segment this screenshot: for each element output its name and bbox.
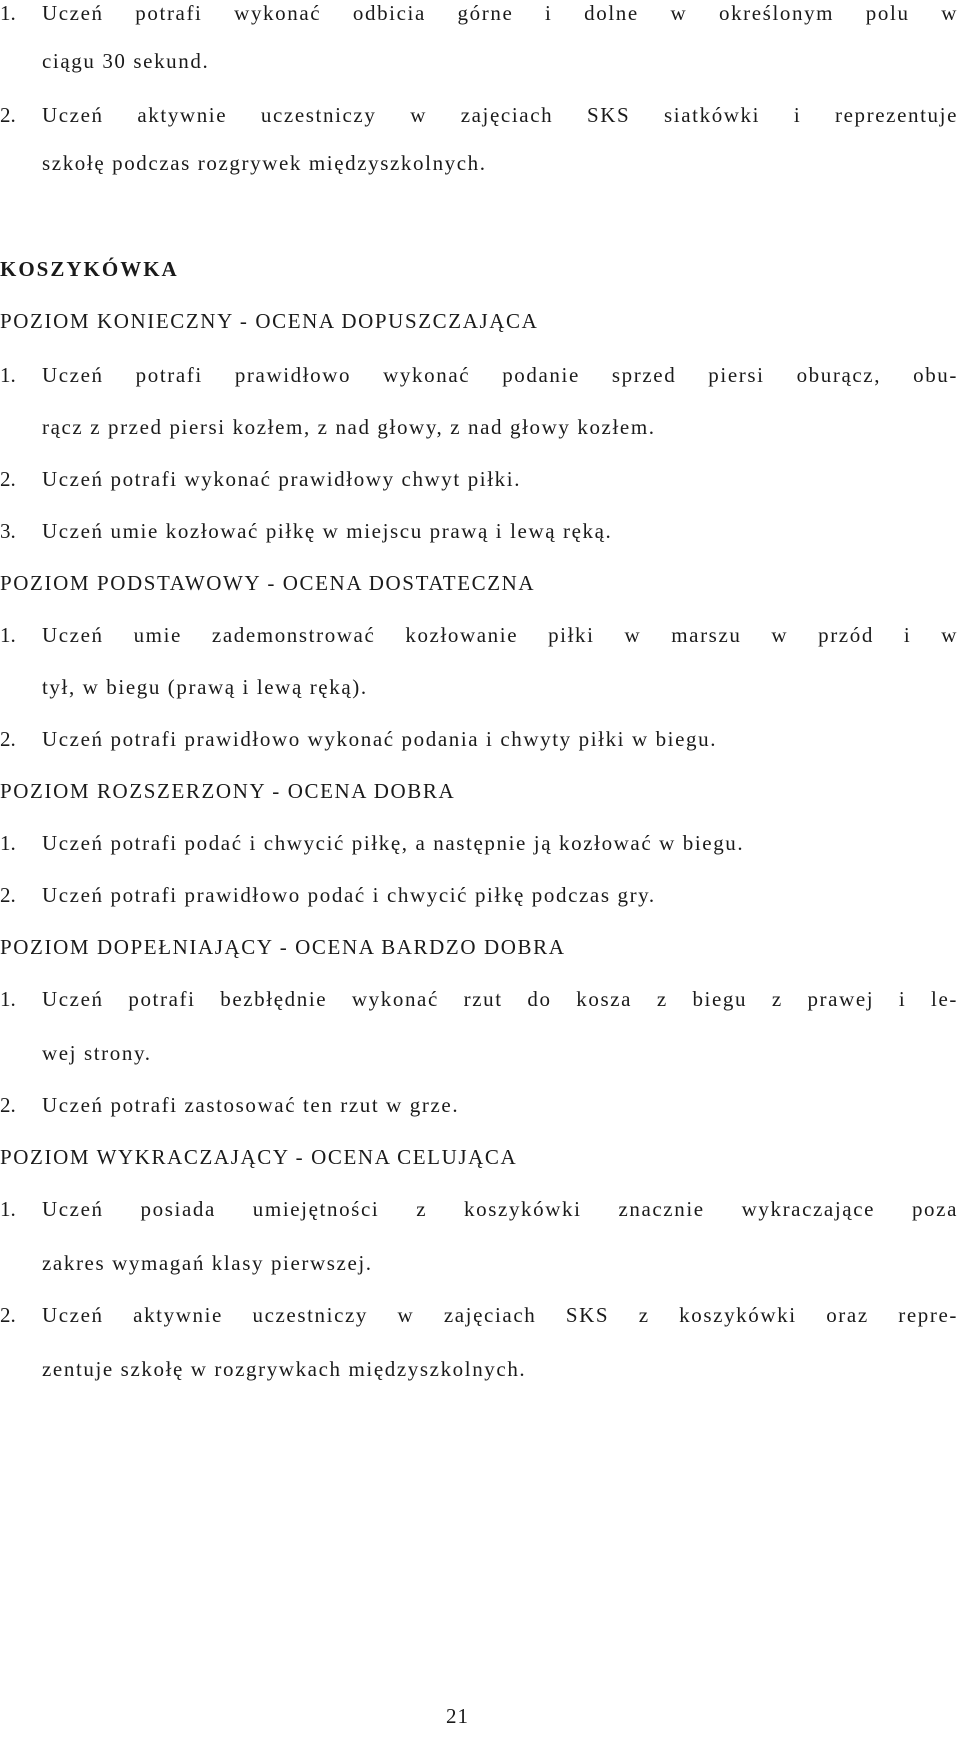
extended-item-1 [0,830,744,856]
basic-item-1-line-2: tył, w biegu (prawą i lewą ręką). [42,675,368,699]
volleyball-item-1-line-1 [0,0,958,26]
list-text: Uczeń potrafi prawidłowo wykonać podanie sprzed piersi oburącz, obu- [42,363,958,387]
section-title-basketball: KOSZYKÓWKA [0,257,179,281]
list-number: 2. [0,1093,16,1117]
exceeding-item-1-line-2: zakres wymagań klasy pierwszej. [42,1251,373,1275]
exceeding-item-1-line-1 [0,1196,958,1222]
level-heading-extended: POZIOM ROZSZERZONY - OCENA DOBRA [0,779,456,803]
list-text: Uczeń potrafi wykonać odbicia górne i dolne w określonym polu w [42,1,958,25]
list-text: Uczeń aktywnie uczestniczy w zajęciach SKS siatkówki i reprezentuje [42,103,958,127]
page-number: 21 [446,1704,469,1728]
list-text: Uczeń potrafi zastosować ten rzut w grze. [42,1093,460,1117]
list-number: 1. [0,1,16,25]
list-text: Uczeń posiada umiejętności z koszykówki znacznie wykraczające poza [42,1197,958,1221]
level-heading-exceeding: POZIOM WYKRACZAJĄCY - OCENA CELUJĄCA [0,1145,518,1169]
list-text: Uczeń potrafi prawidłowo wykonać podania i chwyty piłki w biegu. [42,727,718,751]
list-number: 2. [0,883,16,907]
list-number: 1. [0,623,16,647]
list-text: Uczeń umie kozłować piłkę w miejscu prawą i lewą ręką. [42,519,613,543]
extended-item-2 [0,882,656,908]
required-item-3 [0,518,612,544]
required-item-1-line-1 [0,362,958,388]
volleyball-item-2-line-1 [0,102,958,128]
complementary-item-1-line-1 [0,986,958,1012]
required-item-2 [0,466,521,492]
list-number: 1. [0,987,16,1011]
list-text: Uczeń potrafi bezbłędnie wykonać rzut do kosza z biegu z prawej i le- [42,987,958,1011]
list-number: 1. [0,831,16,855]
basic-item-1-line-1 [0,622,958,648]
level-heading-complementary: POZIOM DOPEŁNIAJĄCY - OCENA BARDZO DOBRA [0,935,566,959]
list-text: Uczeń umie zademonstrować kozłowanie piłki w marszu w przód i w [42,623,958,647]
list-number: 2. [0,1303,16,1327]
complementary-item-2 [0,1092,459,1118]
list-text: Uczeń potrafi wykonać prawidłowy chwyt piłki. [42,467,522,491]
list-number: 2. [0,467,16,491]
list-number: 2. [0,103,16,127]
list-text: Uczeń aktywnie uczestniczy w zajęciach SKS z koszykówki oraz repre- [42,1303,958,1327]
list-number: 2. [0,727,16,751]
required-item-1-line-2: rącz z przed piersi kozłem, z nad głowy, z nad głowy kozłem. [42,415,656,439]
volleyball-item-2-line-2: szkołę podczas rozgrywek międzyszkolnych. [42,151,487,175]
list-text: Uczeń potrafi prawidłowo podać i chwycić piłkę podczas gry. [42,883,656,907]
list-text: Uczeń potrafi podać i chwycić piłkę, a następnie ją kozłować w biegu. [42,831,745,855]
exceeding-item-2-line-1 [0,1302,958,1328]
list-number: 1. [0,1197,16,1221]
basic-item-2 [0,726,717,752]
level-heading-required: POZIOM KONIECZNY - OCENA DOPUSZCZAJĄCA [0,309,539,333]
volleyball-item-1-line-2: ciągu 30 sekund. [42,49,210,73]
exceeding-item-2-line-2: zentuje szkołę w rozgrywkach międzyszkolnych. [42,1357,527,1381]
level-heading-basic: POZIOM PODSTAWOWY - OCENA DOSTATECZNA [0,571,536,595]
list-number: 3. [0,519,16,543]
complementary-item-1-line-2: wej strony. [42,1041,152,1065]
list-number: 1. [0,363,16,387]
